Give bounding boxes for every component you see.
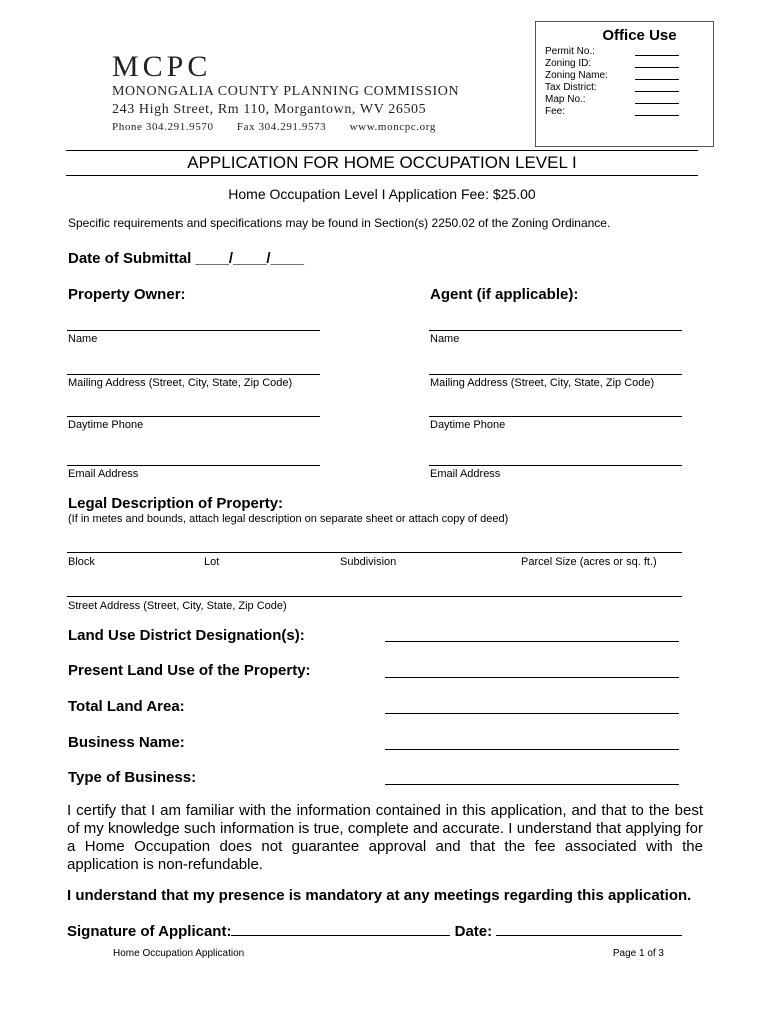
office-field-blank[interactable]	[635, 46, 679, 56]
agent-mailing-label: Mailing Address (Street, City, State, Zip Code)	[430, 377, 655, 389]
contact-line	[112, 121, 456, 133]
office-field-blank[interactable]	[635, 70, 679, 80]
date-label: Date:	[454, 923, 493, 940]
owner-name-label: Name	[68, 333, 98, 345]
total-land-area-line[interactable]	[385, 713, 679, 714]
fax-number: Fax 304.291.9573	[236, 121, 327, 133]
office-field-map-no: Map No.:	[545, 94, 679, 106]
owner-email-label: Email Address	[68, 468, 139, 480]
certification-text: I certify that I am familiar with the information contained in this application, and that to the best of my knowledge such information is true, complete and accurate. I understand that applying for a Home Occupation does not guarantee approval and that the fee associated with the application is non-refundable.	[67, 802, 703, 873]
owner-mailing-line[interactable]	[67, 374, 320, 375]
agent-email-line[interactable]	[429, 465, 682, 466]
legal-description-line[interactable]	[67, 552, 682, 553]
land-use-district-line[interactable]	[385, 641, 679, 642]
date-of-submittal[interactable]: Date of Submittal ____/____/____	[68, 250, 304, 267]
mandatory-presence-text: I understand that my presence is mandatory at any meetings regarding this application.	[67, 887, 692, 904]
agent-mailing-line[interactable]	[429, 374, 682, 375]
owner-mailing-label: Mailing Address (Street, City, State, Zip Code)	[68, 377, 293, 389]
office-field-fee: Fee:	[545, 106, 679, 118]
owner-name-line[interactable]	[67, 330, 320, 331]
subdivision-label: Subdivision	[340, 556, 397, 568]
office-field-zoning-name: Zoning Name:	[545, 70, 679, 82]
owner-phone-label: Daytime Phone	[68, 419, 144, 431]
office-field-blank[interactable]	[635, 58, 679, 68]
application-title: APPLICATION FOR HOME OCCUPATION LEVEL I	[187, 153, 577, 172]
commission-name: MONONGALIA COUNTY PLANNING COMMISSION	[112, 84, 460, 99]
agent-email-label: Email Address	[430, 468, 501, 480]
street-address-label: Street Address (Street, City, State, Zip Code)	[68, 600, 287, 612]
agent-name-label: Name	[430, 333, 460, 345]
office-use-box	[535, 21, 714, 147]
type-of-business-label: Type of Business:	[68, 769, 197, 786]
parcel-size-label: Parcel Size (acres or sq. ft.)	[521, 556, 657, 568]
footer-document-name: Home Occupation Application	[113, 948, 245, 959]
office-field-zoning-id: Zoning ID:	[545, 58, 679, 70]
present-land-use-label: Present Land Use of the Property:	[68, 662, 311, 679]
office-field-blank[interactable]	[635, 106, 679, 116]
requirements-note: Specific requirements and specifications may be found in Section(s) 2250.02 of the Zoning Ordinance.	[68, 216, 611, 230]
title-rule-top	[66, 150, 698, 151]
legal-description-heading: Legal Description of Property:	[68, 495, 284, 512]
agent-phone-line[interactable]	[429, 416, 682, 417]
office-field-permit: Permit No.:	[545, 46, 679, 58]
footer-page-number: Page 1 of 3	[612, 948, 664, 959]
business-name-line[interactable]	[385, 749, 679, 750]
office-use-title: Office Use	[602, 27, 677, 44]
block-label: Block	[68, 556, 95, 568]
phone-number: Phone 304.291.9570	[112, 121, 214, 133]
business-name-label: Business Name:	[68, 734, 185, 751]
present-land-use-line[interactable]	[385, 677, 679, 678]
application-fee: Home Occupation Level I Application Fee: $25.00	[228, 186, 536, 202]
type-of-business-line[interactable]	[385, 784, 679, 785]
owner-email-line[interactable]	[67, 465, 320, 466]
title-rule-bottom	[66, 175, 698, 176]
brand-logo-text: MCPC	[112, 50, 212, 83]
commission-address: 243 High Street, Rm 110, Morgantown, WV 26505	[112, 102, 427, 117]
street-address-line[interactable]	[67, 596, 682, 597]
agent-phone-label: Daytime Phone	[430, 419, 506, 431]
office-field-blank[interactable]	[635, 82, 679, 92]
signature-row	[67, 923, 682, 940]
office-field-tax-district: Tax District:	[545, 82, 679, 94]
lot-label: Lot	[204, 556, 220, 568]
signature-line[interactable]	[231, 935, 450, 936]
date-line[interactable]	[496, 935, 682, 936]
signature-label: Signature of Applicant:	[67, 923, 232, 940]
total-land-area-label: Total Land Area:	[68, 698, 185, 715]
owner-phone-line[interactable]	[67, 416, 320, 417]
agent-heading: Agent (if applicable):	[430, 286, 579, 303]
property-owner-heading: Property Owner:	[68, 286, 186, 303]
legal-description-note: (If in metes and bounds, attach legal description on separate sheet or attach copy of deed)	[68, 513, 509, 525]
website: www.moncpc.org	[349, 121, 436, 133]
land-use-district-label: Land Use District Designation(s):	[68, 627, 305, 644]
agent-name-line[interactable]	[429, 330, 682, 331]
office-field-blank[interactable]	[635, 94, 679, 104]
